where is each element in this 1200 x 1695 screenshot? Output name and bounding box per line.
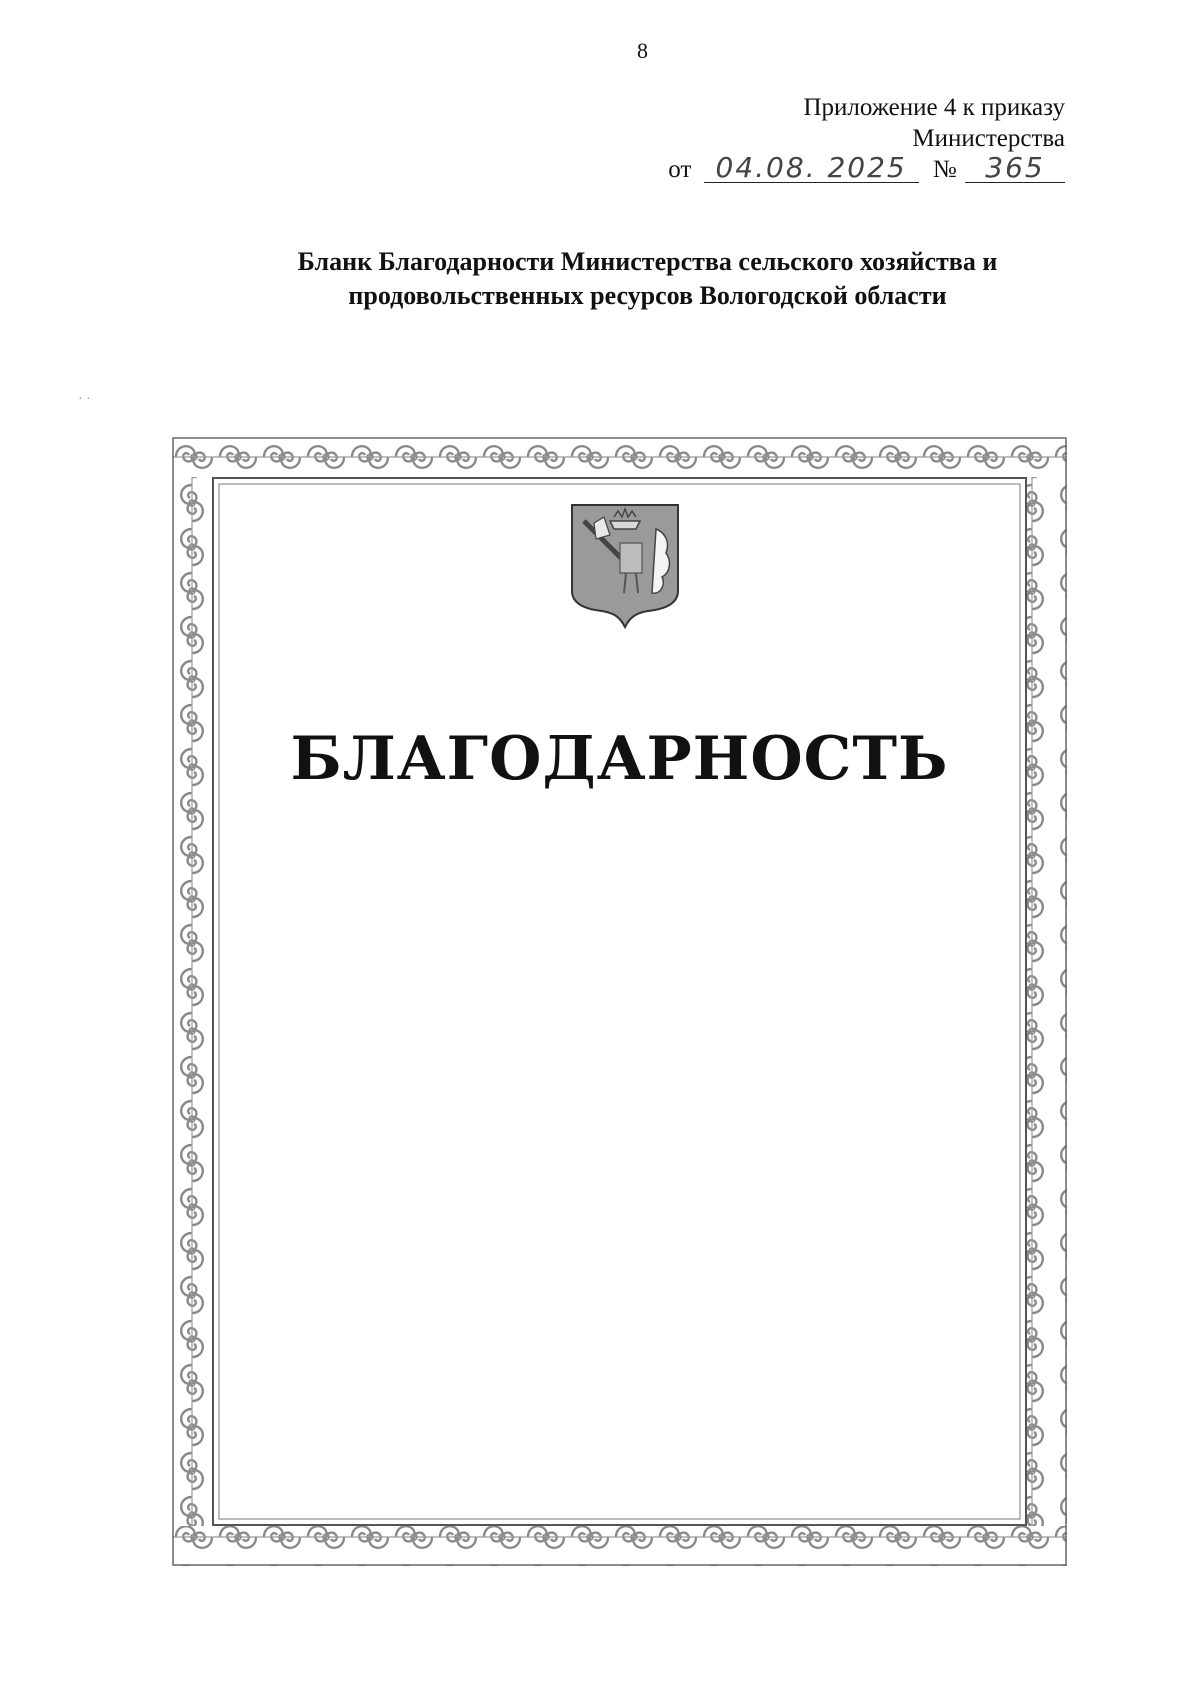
order-number-handwritten: 365 <box>965 154 1065 183</box>
appendix-line-2: Министерства <box>912 125 1065 152</box>
number-label: № <box>932 156 957 183</box>
title-line-1: Бланк Благодарности Министерства сельского хозяйства и <box>297 247 998 276</box>
vologda-coat-of-arms-icon <box>570 503 680 629</box>
page-number: 8 <box>637 38 648 63</box>
appendix-line-1: Приложение 4 к приказу <box>803 94 1065 121</box>
appendix-header <box>668 92 1065 185</box>
blank-form <box>172 437 1067 1566</box>
order-date-handwritten: 04.08. 2025 <box>704 154 919 183</box>
from-label: от <box>668 156 692 183</box>
scan-speck: · · <box>78 392 91 407</box>
document-title <box>0 245 1200 313</box>
title-line-2: продовольственных ресурсов Вологодской области <box>348 281 947 310</box>
order-line <box>668 151 1065 185</box>
award-heading: БЛАГОДАРНОСТЬ <box>290 724 949 794</box>
